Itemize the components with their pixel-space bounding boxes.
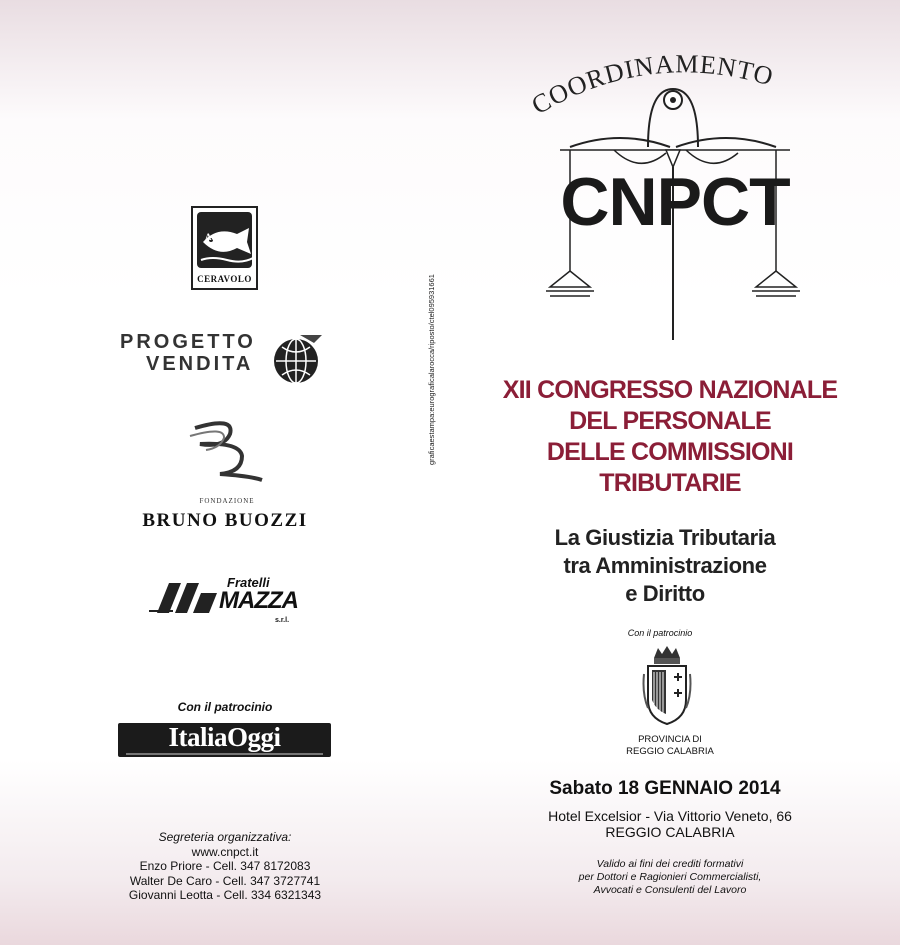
fratelli-mazza-logo [147,575,307,631]
italiaoggi-brand: ItaliaOggi [168,722,281,752]
buozzi-swoosh-icon [180,418,270,488]
congress-title-line: DELLE COMMISSIONI [546,438,794,466]
patrocinio-label-right: Con il patrocinio [627,628,693,638]
congress-subtitle [495,524,835,608]
crediti-note [520,858,820,897]
crediti-line: per Dottori e Ragionieri Commercialisti, [578,871,762,883]
event-city: REGGIO CALABRIA [605,824,735,840]
crediti-line: Valido ai fini dei crediti formativi [596,858,744,870]
srl-suffix: s.r.l. [275,617,290,624]
provincia-crest-icon [642,644,692,726]
mazza-word: MAZZA [219,587,298,614]
provincia-line: PROVINCIA DI [638,734,702,745]
congress-title-line: TRIBUTARIE [599,469,741,497]
event-date: Sabato 18 GENNAIO 2014 [549,778,781,799]
globe-icon [270,331,326,387]
congress-title [470,375,870,499]
patrocinio-label-left: Con il patrocinio [177,700,273,714]
provincia-line: REGGIO CALABRIA [626,746,714,757]
segreteria-site-link[interactable]: www.cnpct.it [191,844,259,859]
vendita-word: VENDITA [146,353,254,375]
fondazione-label: FONDAZIONE [199,497,255,505]
fish-logo-text: Aceituno [205,232,240,242]
event-venue: Hotel Excelsior - Via Vittorio Veneto, 66 [548,808,792,824]
crediti-line: Avvocati e Consulenti del Lavoro [593,884,747,896]
italiaoggi-logo [118,723,331,757]
italiaoggi-tagline-bar [126,753,323,755]
subtitle-line: tra Amministrazione [563,553,767,578]
subtitle-line: e Diritto [625,581,705,606]
contact-line: Enzo Priore - Cell. 347 8172083 [139,859,311,873]
fratelli-word: Fratelli [227,575,270,590]
ceravolo-logo [191,206,258,290]
provincia-label [590,734,750,758]
print-credit: graficaestampa:eurograficalarocca/riposto/ctel095931661 [427,274,436,465]
contact-line: Walter De Caro - Cell. 347 3727741 [129,873,321,888]
fish-emblem [197,212,252,268]
progetto-vendita-logo [120,331,270,375]
cnpct-logo-text: CNPCT [560,164,790,240]
fondazione-name: BRUNO BUOZZI [142,510,308,531]
coordinamento-arc-text: COORDINAMENTO [526,55,777,121]
progetto-word: PROGETTO [120,331,256,353]
subtitle-line: La Giustizia Tributaria [554,525,776,550]
congress-title-line: DEL PERSONALE [569,407,771,435]
segreteria-block [100,830,350,903]
segreteria-title: Segreteria organizzativa: [158,830,292,844]
congress-title-line: XII CONGRESSO NAZIONALE [502,376,838,404]
contact-line: Giovanni Leotta - Cell. 334 6321343 [128,888,322,902]
ceravolo-name: CERAVOLO [197,274,252,284]
